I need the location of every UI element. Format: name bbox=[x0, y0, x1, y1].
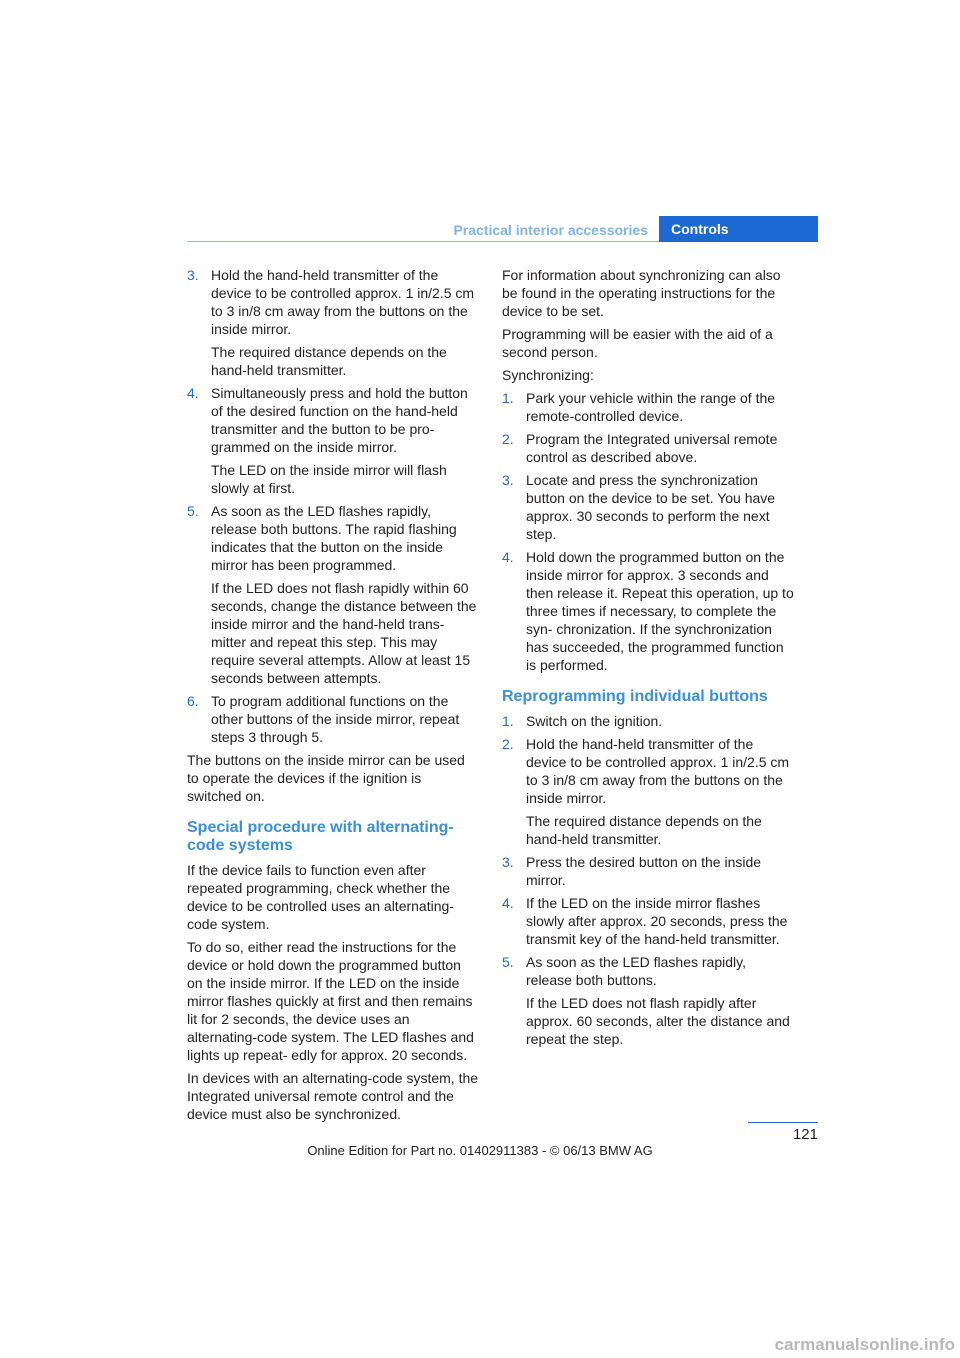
step-item bbox=[502, 471, 794, 543]
step-text: Switch on the ignition. bbox=[526, 713, 663, 729]
step-number: 3. bbox=[502, 854, 514, 870]
step-number: 3. bbox=[187, 267, 199, 283]
right-column bbox=[502, 266, 794, 1053]
step-text: The required distance depends on the hand-held transmitter. bbox=[526, 813, 762, 847]
step-item bbox=[502, 735, 794, 848]
step-item bbox=[187, 692, 479, 746]
buttons-usage-paragraph: The buttons on the inside mirror can be used to operate the devices if the ignition is switched on. bbox=[187, 752, 465, 804]
step-number: 3. bbox=[502, 472, 514, 488]
alternating-code-heading: Special procedure with alternating- code systems bbox=[187, 819, 454, 854]
left-column bbox=[187, 266, 479, 1128]
step-item bbox=[502, 953, 794, 1048]
step-text: If the LED on the inside mirror flashes slowly after approx. 20 seconds, press the transmit key of the hand-held transmitter. bbox=[526, 895, 788, 947]
header-rule bbox=[187, 241, 659, 242]
step-number: 5. bbox=[502, 954, 514, 970]
body-paragraph: For information about synchronizing can also be found in the operating instructions for the device to be set. bbox=[502, 267, 781, 319]
body-paragraph: Synchronizing: bbox=[502, 367, 594, 383]
body-paragraph: If the device fails to function even after repeated programming, check whether the device to be controlled uses an alternating-code system. bbox=[187, 862, 454, 932]
reprogramming-steps bbox=[502, 712, 794, 1048]
header-section-title: Practical interior accessories bbox=[453, 222, 648, 238]
body-paragraph: In devices with an alternating-code system, the Integrated universal remote control and the device must also be synchronized. bbox=[187, 1070, 479, 1122]
step-number: 4. bbox=[502, 895, 514, 911]
step-text: Press the desired button on the inside mirror. bbox=[526, 854, 762, 888]
step-text: As soon as the LED flashes rapidly, release both buttons. The rapid flashing indicates that the button on the inside mirror has been programmed. bbox=[211, 503, 457, 573]
step-number: 6. bbox=[187, 693, 199, 709]
alternating-code-paragraphs bbox=[187, 861, 479, 1123]
step-number: 2. bbox=[502, 736, 514, 752]
page-header bbox=[187, 216, 818, 242]
step-item bbox=[502, 548, 794, 674]
step-text: Hold the hand-held transmitter of the device to be controlled approx. 1 in/2.5 cm to 3 in/8 cm away from the buttons on the inside mirror. bbox=[211, 267, 475, 337]
step-item bbox=[502, 389, 794, 425]
reprogramming-heading: Reprogramming individual buttons bbox=[502, 688, 768, 705]
step-item bbox=[502, 430, 794, 466]
footer-rule bbox=[748, 1122, 818, 1123]
step-item bbox=[187, 266, 479, 379]
header-chapter-tab: Controls bbox=[659, 216, 818, 242]
step-number: 2. bbox=[502, 431, 514, 447]
step-item bbox=[187, 384, 479, 497]
step-text: To program additional functions on the other buttons of the inside mirror, repeat steps 3 through 5. bbox=[211, 693, 460, 745]
step-text: Hold down the programmed button on the inside mirror for approx. 3 seconds and then release it. Repeat this operation, up to three times if necessary, to complete the syn- chronization. If the synchronization has succeeded, the programmed function is performed. bbox=[526, 549, 794, 673]
step-text: If the LED does not flash rapidly within 60 seconds, change the distance between the inside mirror and the hand-held trans- mitter and repeat this step. This may require several attempts. Allow at least 15 seconds between attempts. bbox=[211, 580, 477, 686]
step-number: 1. bbox=[502, 390, 514, 406]
step-text: Park your vehicle within the range of the remote-controlled device. bbox=[526, 390, 776, 424]
body-paragraph: To do so, either read the instructions for the device or hold down the programmed button on the inside mirror. If the LED on the inside mirror flashes quickly at first and then remains lit for 2 seconds, the device uses an alternating-code system. The LED flashes and lights up repeat- edly for approx. 20 seconds. bbox=[187, 939, 474, 1063]
step-item bbox=[502, 894, 794, 948]
step-text: If the LED does not flash rapidly after approx. 60 seconds, alter the distance and repeat the step. bbox=[526, 995, 790, 1047]
step-item bbox=[502, 853, 794, 889]
watermark: carmanualsonline.info bbox=[774, 1335, 955, 1354]
step-text: Simultaneously press and hold the button of the desired function on the hand-held transmitter and the button to be pro- grammed on the inside mirror. bbox=[211, 385, 468, 455]
step-number: 5. bbox=[187, 503, 199, 519]
body-paragraph: Programming will be easier with the aid of a second person. bbox=[502, 326, 773, 360]
programming-steps bbox=[187, 266, 479, 746]
step-text: The required distance depends on the hand-held transmitter. bbox=[211, 344, 447, 378]
step-text: Locate and press the synchronization button on the device to be set. You have approx. 30 seconds to perform the next step. bbox=[526, 472, 776, 542]
sync-intro-paragraphs bbox=[502, 266, 794, 384]
edition-note: Online Edition for Part no. 01402911383 - © 06/13 BMW AG bbox=[307, 1143, 653, 1158]
step-item bbox=[502, 712, 794, 730]
step-text: Hold the hand-held transmitter of the device to be controlled approx. 1 in/2.5 cm to 3 in/8 cm away from the buttons on the inside mirror. bbox=[526, 736, 790, 806]
step-number: 1. bbox=[502, 713, 514, 729]
step-number: 4. bbox=[502, 549, 514, 565]
step-text: The LED on the inside mirror will flash slowly at first. bbox=[211, 462, 447, 496]
step-item bbox=[187, 502, 479, 687]
step-text: Program the Integrated universal remote control as described above. bbox=[526, 431, 778, 465]
sync-steps bbox=[502, 389, 794, 674]
step-number: 4. bbox=[187, 385, 199, 401]
page-number: 121 bbox=[792, 1126, 818, 1143]
step-text: As soon as the LED flashes rapidly, release both buttons. bbox=[526, 954, 746, 988]
